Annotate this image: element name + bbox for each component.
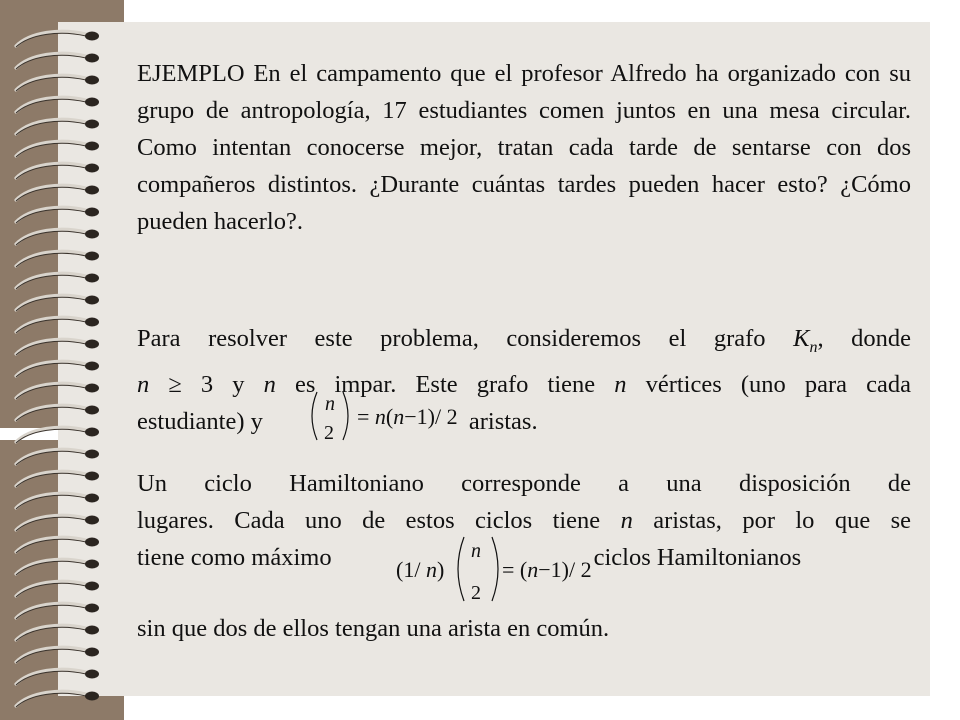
binding-ring xyxy=(16,273,99,289)
binding-ring xyxy=(16,405,99,421)
binding-ring xyxy=(16,251,99,267)
hamiltonian-line-1: Un ciclo Hamiltoniano corresponde a una disposición de xyxy=(137,470,911,497)
binding-ring xyxy=(16,53,99,69)
svg-text:= (n−1)/ 2: = (n−1)/ 2 xyxy=(502,557,592,582)
solution-line-2: n ≥ 3 y n es impar. Este grafo tiene n vértices (uno para cada xyxy=(137,370,911,398)
binding-ring xyxy=(16,427,99,443)
solution-paragraph xyxy=(137,320,911,440)
binding-ring xyxy=(16,669,99,685)
binding-ring xyxy=(16,141,99,157)
binding-ring xyxy=(16,471,99,487)
binding-ring xyxy=(16,515,99,531)
example-paragraph: EJEMPLO En el campamento que el profesor Alfredo ha organizado con su grupo de antropología, 17 estudiantes comen juntos en una mesa circular. Como intentan conocerse mejor, tratan cada tarde de sentarse con dos compañeros distintos. ¿Durante cuántas tardes pueden hacer esto? ¿Cómo pueden hacerlo?. xyxy=(137,60,911,235)
binding-ring xyxy=(16,625,99,641)
binomial-formula-1 xyxy=(303,388,503,444)
binding-ring xyxy=(16,119,99,135)
binding-ring xyxy=(16,691,99,707)
binding-ring xyxy=(16,295,99,311)
solution-line-3: estudiante) y aristas. xyxy=(137,407,538,435)
svg-text:(1/ n): (1/ n) xyxy=(396,557,445,582)
spiral-binding xyxy=(0,0,130,720)
binding-ring xyxy=(16,185,99,201)
binding-ring xyxy=(16,163,99,179)
binding-ring xyxy=(16,537,99,553)
binding-ring xyxy=(16,317,99,333)
binding-ring xyxy=(16,339,99,355)
binomial-formula-2 xyxy=(392,531,642,607)
binding-ring xyxy=(16,207,99,223)
binding-ring xyxy=(16,31,99,47)
binding-ring xyxy=(16,361,99,377)
binding-ring xyxy=(16,559,99,575)
hamiltonian-line-2: lugares. Cada uno de estos ciclos tiene n aristas, por lo que se xyxy=(137,507,911,534)
svg-text:n: n xyxy=(325,393,335,415)
hamiltonian-line-3: tiene como máximo ciclos Hamiltonianos xyxy=(137,544,802,571)
binding-ring xyxy=(16,97,99,113)
binding-ring xyxy=(16,449,99,465)
svg-text:2: 2 xyxy=(324,422,334,444)
binding-ring xyxy=(16,603,99,619)
binding-ring xyxy=(16,75,99,91)
binding-ring xyxy=(16,493,99,509)
svg-text:n: n xyxy=(471,540,481,562)
binding-ring xyxy=(16,383,99,399)
binding-ring xyxy=(16,581,99,597)
binding-ring xyxy=(16,229,99,245)
conclusion-paragraph: sin que dos de ellos tengan una arista en común. xyxy=(137,615,610,642)
binding-ring xyxy=(16,647,99,663)
svg-text:2: 2 xyxy=(471,582,481,604)
svg-text:= n(n−1)/ 2: = n(n−1)/ 2 xyxy=(357,404,458,429)
solution-line-1: Para resolver este problema, consideremos el grafo $K_n$, donde xyxy=(137,325,912,356)
